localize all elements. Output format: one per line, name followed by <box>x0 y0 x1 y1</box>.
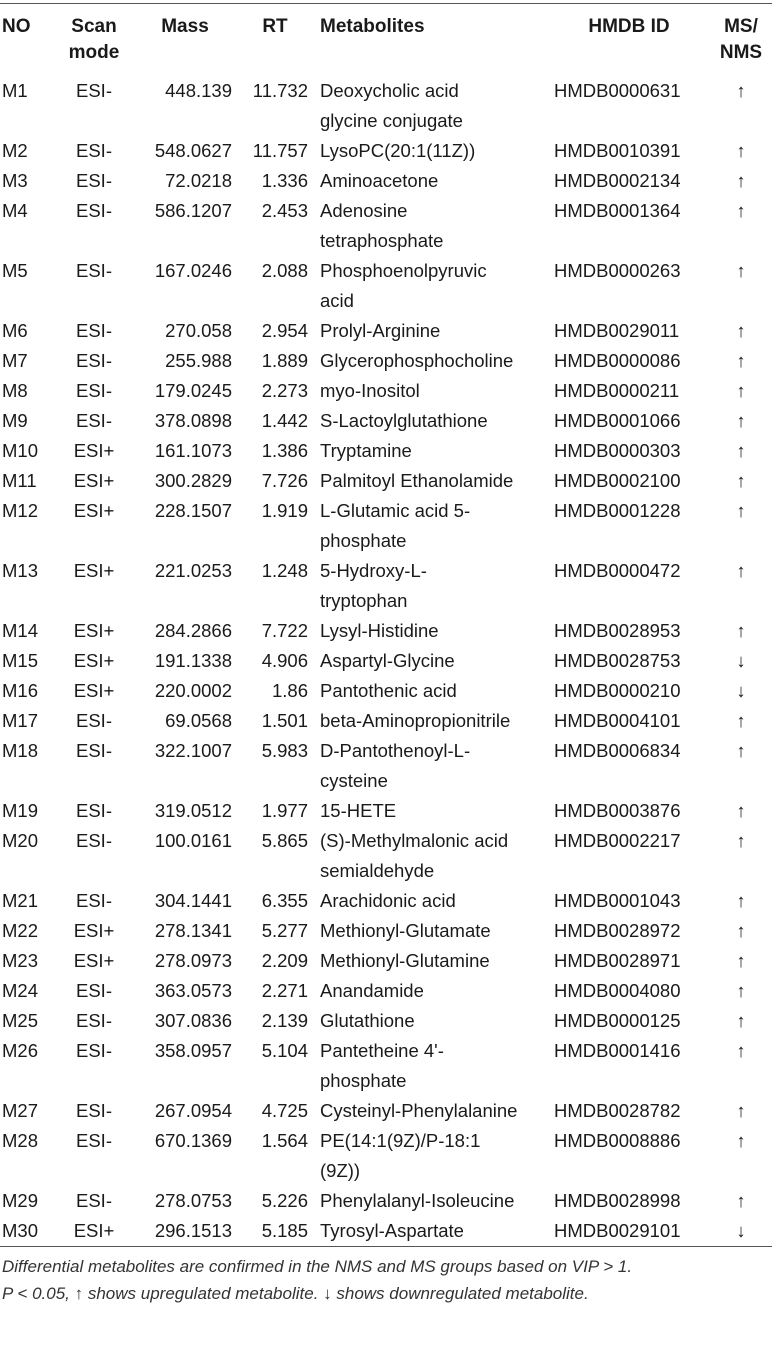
cell-no: M28 <box>2 1130 38 1151</box>
cell-metabolite: (S)-Methylmalonic acid semialdehyde <box>320 830 509 881</box>
cell-scan-mode: ESI+ <box>73 950 115 971</box>
cell-metabolite: D-Pantothenoyl-L- cysteine <box>320 740 471 791</box>
cell-regulation: ↑ <box>736 740 746 761</box>
cell-scan-mode: ESI+ <box>73 680 115 701</box>
cell-hmdb-id: HMDB0028753 <box>554 650 681 671</box>
table-row <box>0 616 772 646</box>
cell-rt: 5.104 <box>261 1040 308 1061</box>
table-row <box>0 826 772 886</box>
cell-rt: 4.906 <box>261 650 308 671</box>
cell-scan-mode: ESI+ <box>73 470 115 491</box>
header-metabolites: Metabolites <box>320 16 425 37</box>
cell-rt: 5.983 <box>261 740 308 761</box>
cell-no: M10 <box>2 440 38 461</box>
cell-rt: 6.355 <box>261 890 308 911</box>
cell-no: M2 <box>2 140 28 161</box>
table-row <box>0 1186 772 1216</box>
cell-no: M11 <box>2 470 37 491</box>
cell-scan-mode: ESI- <box>76 980 112 1001</box>
cell-scan-mode: ESI+ <box>73 650 115 671</box>
cell-metabolite: beta-Aminopropionitrile <box>320 710 511 731</box>
cell-regulation: ↑ <box>736 80 746 101</box>
cell-regulation: ↑ <box>736 1130 746 1151</box>
cell-hmdb-id: HMDB0000210 <box>554 680 681 701</box>
footnote-line-1: Differential metabolites are confirmed in the NMS and MS groups based on VIP > 1. <box>2 1257 633 1276</box>
cell-mass: 278.0753 <box>154 1190 232 1211</box>
cell-metabolite: Prolyl-Arginine <box>320 320 441 341</box>
table-row <box>0 1006 772 1036</box>
cell-metabolite: LysoPC(20:1(11Z)) <box>320 140 476 161</box>
cell-rt: 2.273 <box>261 380 308 401</box>
cell-mass: 191.1338 <box>154 650 232 671</box>
cell-mass: 161.1073 <box>154 440 232 461</box>
cell-scan-mode: ESI- <box>76 1190 112 1211</box>
table-row <box>0 256 772 316</box>
cell-no: M18 <box>2 740 38 761</box>
cell-no: M24 <box>2 980 38 1001</box>
cell-metabolite: Pantetheine 4'- phosphate <box>320 1040 444 1091</box>
cell-rt: 5.226 <box>261 1190 308 1211</box>
cell-scan-mode: ESI- <box>76 710 112 731</box>
cell-metabolite: Glutathione <box>320 1010 415 1031</box>
cell-no: M23 <box>2 950 38 971</box>
cell-mass: 284.2866 <box>154 620 232 641</box>
cell-hmdb-id: HMDB0000263 <box>554 260 681 281</box>
cell-hmdb-id: HMDB0003876 <box>554 800 681 821</box>
cell-rt: 1.501 <box>261 710 308 731</box>
header-rt: RT <box>262 16 288 37</box>
cell-rt: 11.757 <box>252 140 308 161</box>
cell-hmdb-id: HMDB0000086 <box>554 350 681 371</box>
cell-mass: 278.1341 <box>154 920 232 941</box>
cell-hmdb-id: HMDB0000125 <box>554 1010 681 1031</box>
cell-no: M17 <box>2 710 38 731</box>
cell-regulation: ↑ <box>736 710 746 731</box>
cell-rt: 1.889 <box>261 350 308 371</box>
cell-no: M13 <box>2 560 38 581</box>
cell-metabolite: L-Glutamic acid 5- phosphate <box>320 500 471 551</box>
metabolites-table <box>0 4 772 1246</box>
cell-metabolite: Aminoacetone <box>320 170 439 191</box>
cell-mass: 304.1441 <box>154 890 232 911</box>
cell-metabolite: S-Lactoylglutathione <box>320 410 488 431</box>
cell-mass: 255.988 <box>165 350 232 371</box>
cell-no: M3 <box>2 170 28 191</box>
table-row <box>0 646 772 676</box>
header-mass: Mass <box>161 16 209 37</box>
cell-regulation: ↑ <box>736 830 746 851</box>
cell-regulation: ↑ <box>736 170 746 191</box>
cell-no: M26 <box>2 1040 38 1061</box>
cell-hmdb-id: HMDB0000303 <box>554 440 681 461</box>
cell-no: M1 <box>2 80 28 101</box>
cell-rt: 2.271 <box>261 980 308 1001</box>
cell-hmdb-id: HMDB0028782 <box>554 1100 681 1121</box>
table-row <box>0 976 772 1006</box>
header-ms-nms: MS/ NMS <box>719 16 763 63</box>
cell-regulation: ↑ <box>736 320 746 341</box>
cell-hmdb-id: HMDB0004080 <box>554 980 681 1001</box>
cell-regulation: ↑ <box>736 560 746 581</box>
cell-regulation: ↑ <box>736 950 746 971</box>
table-row <box>0 346 772 376</box>
cell-regulation: ↑ <box>736 200 746 221</box>
cell-mass: 300.2829 <box>154 470 232 491</box>
cell-rt: 2.088 <box>261 260 308 281</box>
cell-mass: 167.0246 <box>154 260 232 281</box>
cell-rt: 1.919 <box>261 500 308 521</box>
cell-mass: 363.0573 <box>154 980 232 1001</box>
cell-scan-mode: ESI+ <box>73 440 115 461</box>
cell-rt: 7.722 <box>261 620 308 641</box>
cell-mass: 296.1513 <box>154 1220 232 1241</box>
table-row <box>0 1096 772 1126</box>
cell-mass: 358.0957 <box>154 1040 232 1061</box>
cell-metabolite: Tyrosyl-Aspartate <box>320 1220 464 1241</box>
table-figure <box>0 3 772 1307</box>
cell-mass: 448.139 <box>165 80 232 101</box>
cell-hmdb-id: HMDB0028972 <box>554 920 681 941</box>
cell-rt: 1.386 <box>261 440 308 461</box>
cell-rt: 1.86 <box>271 680 308 701</box>
cell-metabolite: Methionyl-Glutamine <box>320 950 490 971</box>
cell-mass: 220.0002 <box>154 680 232 701</box>
cell-mass: 100.0161 <box>154 830 232 851</box>
cell-metabolite: Aspartyl-Glycine <box>320 650 455 671</box>
cell-scan-mode: ESI- <box>76 830 112 851</box>
cell-rt: 5.185 <box>261 1220 308 1241</box>
table-row <box>0 1126 772 1186</box>
cell-regulation: ↑ <box>736 140 746 161</box>
cell-scan-mode: ESI- <box>76 260 112 281</box>
cell-mass: 72.0218 <box>165 170 232 191</box>
cell-no: M20 <box>2 830 38 851</box>
table-row <box>0 136 772 166</box>
cell-no: M9 <box>2 410 28 431</box>
cell-no: M30 <box>2 1220 38 1241</box>
cell-hmdb-id: HMDB0028971 <box>554 950 681 971</box>
cell-mass: 221.0253 <box>154 560 232 581</box>
cell-scan-mode: ESI+ <box>73 500 115 521</box>
cell-mass: 670.1369 <box>154 1130 232 1151</box>
cell-metabolite: Cysteinyl-Phenylalanine <box>320 1100 518 1121</box>
cell-mass: 322.1007 <box>154 740 232 761</box>
cell-scan-mode: ESI- <box>76 80 112 101</box>
cell-rt: 1.977 <box>261 800 308 821</box>
table-row <box>0 1036 772 1096</box>
cell-hmdb-id: HMDB0001364 <box>554 200 681 221</box>
cell-mass: 548.0627 <box>154 140 232 161</box>
table-row <box>0 1216 772 1246</box>
cell-hmdb-id: HMDB0006834 <box>554 740 681 761</box>
cell-scan-mode: ESI- <box>76 740 112 761</box>
cell-regulation: ↓ <box>736 680 746 701</box>
cell-regulation: ↑ <box>736 380 746 401</box>
cell-no: M29 <box>2 1190 38 1211</box>
cell-hmdb-id: HMDB0001043 <box>554 890 681 911</box>
cell-metabolite: 5-Hydroxy-L- tryptophan <box>320 560 427 611</box>
cell-rt: 1.564 <box>261 1130 308 1151</box>
table-row <box>0 736 772 796</box>
cell-scan-mode: ESI+ <box>73 560 115 581</box>
cell-mass: 278.0973 <box>154 950 232 971</box>
cell-metabolite: myo-Inositol <box>320 380 420 401</box>
cell-no: M15 <box>2 650 38 671</box>
cell-metabolite: Methionyl-Glutamate <box>320 920 491 941</box>
cell-regulation: ↑ <box>736 350 746 371</box>
cell-regulation: ↑ <box>736 890 746 911</box>
cell-no: M12 <box>2 500 38 521</box>
cell-regulation: ↑ <box>736 410 746 431</box>
cell-metabolite: Pantothenic acid <box>320 680 457 701</box>
header-hmdb-id: HMDB ID <box>588 16 670 37</box>
table-row <box>0 196 772 256</box>
cell-scan-mode: ESI- <box>76 1130 112 1151</box>
cell-no: M8 <box>2 380 28 401</box>
cell-hmdb-id: HMDB0028998 <box>554 1190 681 1211</box>
cell-metabolite: Anandamide <box>320 980 424 1001</box>
cell-mass: 69.0568 <box>165 710 232 731</box>
cell-scan-mode: ESI+ <box>73 620 115 641</box>
cell-hmdb-id: HMDB0008886 <box>554 1130 681 1151</box>
table-row <box>0 406 772 436</box>
cell-regulation: ↑ <box>736 470 746 491</box>
cell-regulation: ↑ <box>736 620 746 641</box>
table-header <box>0 4 772 72</box>
cell-hmdb-id: HMDB0028953 <box>554 620 681 641</box>
table-row <box>0 946 772 976</box>
header-no: NO <box>2 16 31 37</box>
cell-regulation: ↑ <box>736 920 746 941</box>
cell-regulation: ↓ <box>736 1220 746 1241</box>
cell-regulation: ↑ <box>736 500 746 521</box>
cell-metabolite: Lysyl-Histidine <box>320 620 439 641</box>
table-row <box>0 556 772 616</box>
cell-rt: 2.139 <box>261 1010 308 1031</box>
table-row <box>0 496 772 556</box>
table-row <box>0 72 772 136</box>
table-row <box>0 796 772 826</box>
cell-metabolite: Phenylalanyl-Isoleucine <box>320 1190 515 1211</box>
cell-hmdb-id: HMDB0000211 <box>554 380 680 401</box>
cell-no: M25 <box>2 1010 38 1031</box>
cell-hmdb-id: HMDB0001228 <box>554 500 681 521</box>
cell-hmdb-id: HMDB0000472 <box>554 560 681 581</box>
cell-scan-mode: ESI+ <box>73 920 115 941</box>
cell-no: M5 <box>2 260 28 281</box>
cell-rt: 2.209 <box>261 950 308 971</box>
cell-hmdb-id: HMDB0029011 <box>554 320 680 341</box>
cell-scan-mode: ESI- <box>76 410 112 431</box>
cell-mass: 586.1207 <box>154 200 232 221</box>
cell-rt: 11.732 <box>252 80 308 101</box>
cell-scan-mode: ESI- <box>76 890 112 911</box>
cell-metabolite: Adenosine tetraphosphate <box>320 200 444 251</box>
cell-metabolite: Deoxycholic acid glycine conjugate <box>320 80 463 131</box>
cell-regulation: ↑ <box>736 1100 746 1121</box>
cell-scan-mode: ESI- <box>76 380 112 401</box>
cell-hmdb-id: HMDB0001066 <box>554 410 681 431</box>
table-row <box>0 916 772 946</box>
cell-metabolite: Phosphoenolpyruvic acid <box>320 260 487 311</box>
table-row <box>0 316 772 346</box>
cell-mass: 307.0836 <box>154 1010 232 1031</box>
cell-hmdb-id: HMDB0002134 <box>554 170 681 191</box>
cell-scan-mode: ESI- <box>76 800 112 821</box>
cell-rt: 1.336 <box>261 170 308 191</box>
cell-mass: 319.0512 <box>154 800 232 821</box>
cell-hmdb-id: HMDB0002100 <box>554 470 681 491</box>
cell-rt: 5.277 <box>261 920 308 941</box>
cell-hmdb-id: HMDB0029101 <box>554 1220 681 1241</box>
cell-no: M7 <box>2 350 28 371</box>
cell-hmdb-id: HMDB0010391 <box>554 140 681 161</box>
cell-metabolite: 15-HETE <box>320 800 397 821</box>
table-row <box>0 886 772 916</box>
cell-scan-mode: ESI- <box>76 1100 112 1121</box>
cell-regulation: ↑ <box>736 980 746 1001</box>
cell-no: M14 <box>2 620 38 641</box>
cell-scan-mode: ESI- <box>76 350 112 371</box>
table-row <box>0 706 772 736</box>
header-scan-mode: Scan mode <box>68 16 120 63</box>
footnote-line-2: P < 0.05, ↑ shows upregulated metabolite. ↓ shows downregulated metabolite. <box>2 1284 589 1303</box>
cell-no: M16 <box>2 680 38 701</box>
cell-metabolite: PE(14:1(9Z)/P-18:1 (9Z)) <box>320 1130 481 1181</box>
cell-no: M19 <box>2 800 38 821</box>
cell-metabolite: Glycerophosphocholine <box>320 350 514 371</box>
cell-rt: 2.954 <box>261 320 308 341</box>
table-body <box>0 72 772 1246</box>
cell-no: M6 <box>2 320 28 341</box>
cell-hmdb-id: HMDB0000631 <box>554 80 681 101</box>
cell-scan-mode: ESI- <box>76 1040 112 1061</box>
cell-mass: 378.0898 <box>154 410 232 431</box>
table-row <box>0 166 772 196</box>
cell-regulation: ↑ <box>736 1010 746 1031</box>
cell-rt: 5.865 <box>261 830 308 851</box>
cell-mass: 228.1507 <box>154 500 232 521</box>
cell-regulation: ↑ <box>736 800 746 821</box>
cell-scan-mode: ESI- <box>76 1010 112 1031</box>
cell-mass: 179.0245 <box>154 380 232 401</box>
cell-rt: 4.725 <box>261 1100 308 1121</box>
cell-hmdb-id: HMDB0004101 <box>554 710 681 731</box>
table-row <box>0 466 772 496</box>
cell-metabolite: Arachidonic acid <box>320 890 456 911</box>
cell-rt: 1.248 <box>261 560 308 581</box>
cell-rt: 2.453 <box>261 200 308 221</box>
cell-scan-mode: ESI+ <box>73 1220 115 1241</box>
table-row <box>0 436 772 466</box>
cell-rt: 1.442 <box>261 410 308 431</box>
cell-no: M22 <box>2 920 38 941</box>
cell-regulation: ↓ <box>736 650 746 671</box>
cell-no: M21 <box>2 890 38 911</box>
cell-hmdb-id: HMDB0001416 <box>554 1040 681 1061</box>
cell-rt: 7.726 <box>261 470 308 491</box>
cell-regulation: ↑ <box>736 1040 746 1061</box>
table-row <box>0 676 772 706</box>
cell-scan-mode: ESI- <box>76 140 112 161</box>
cell-mass: 270.058 <box>165 320 232 341</box>
cell-scan-mode: ESI- <box>76 200 112 221</box>
cell-hmdb-id: HMDB0002217 <box>554 830 681 851</box>
cell-no: M27 <box>2 1100 38 1121</box>
cell-no: M4 <box>2 200 28 221</box>
cell-metabolite: Palmitoyl Ethanolamide <box>320 470 514 491</box>
cell-regulation: ↑ <box>736 1190 746 1211</box>
cell-mass: 267.0954 <box>154 1100 232 1121</box>
table-row <box>0 376 772 406</box>
cell-metabolite: Tryptamine <box>320 440 412 461</box>
cell-scan-mode: ESI- <box>76 170 112 191</box>
cell-regulation: ↑ <box>736 260 746 281</box>
cell-regulation: ↑ <box>736 440 746 461</box>
table-footnote <box>0 1247 772 1307</box>
header-row <box>0 4 772 72</box>
cell-scan-mode: ESI- <box>76 320 112 341</box>
